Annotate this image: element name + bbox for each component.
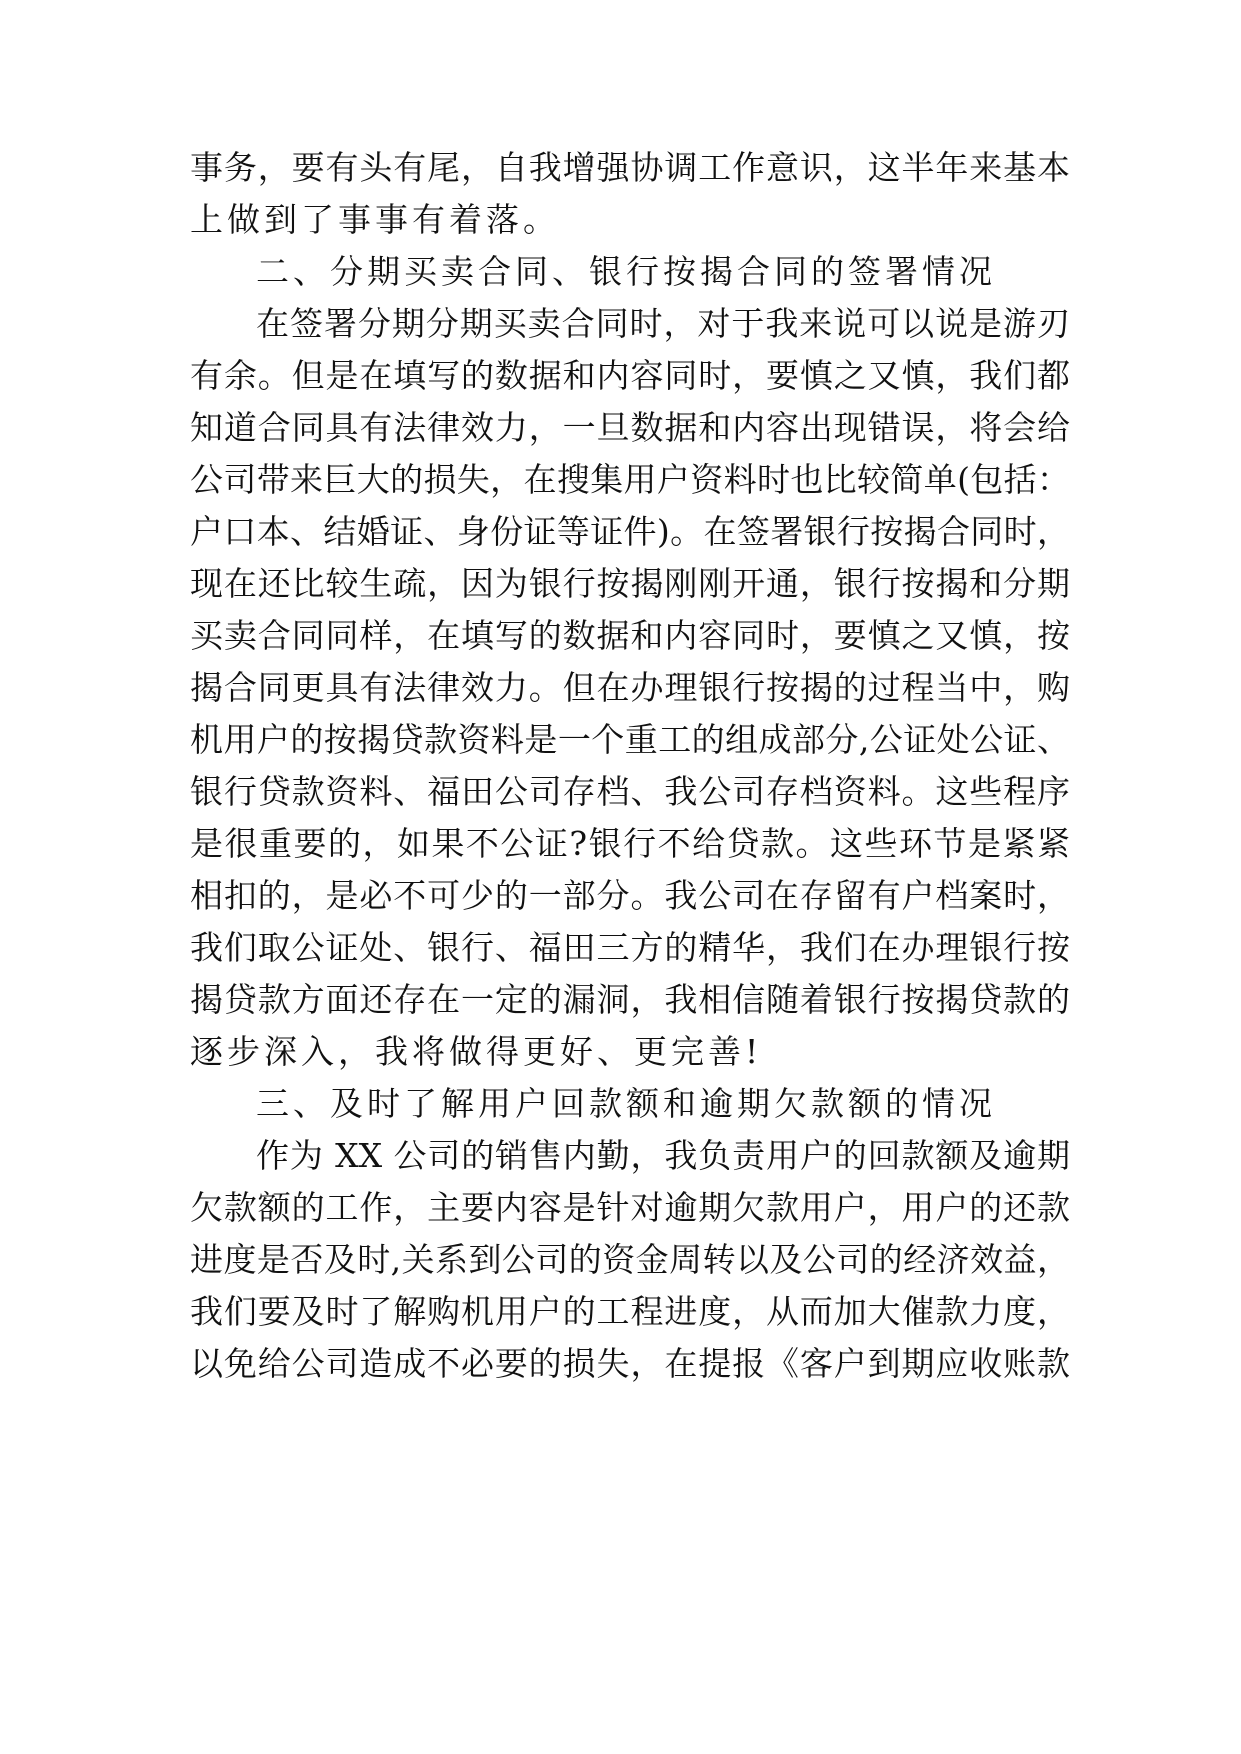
paragraph-line: 现在还比较生疏，因为银行按揭刚刚开通，银行按揭和分期 xyxy=(190,564,1070,603)
paragraph-line: 银行贷款资料、福田公司存档、我公司存档资料。这些程序 xyxy=(190,772,1070,811)
paragraph-line: 是很重要的，如果不公证?银行不给贷款。这些环节是紧紧 xyxy=(190,824,1070,863)
paragraph-line: 事务，要有头有尾，自我增强协调工作意识，这半年来基本 xyxy=(190,148,1070,187)
paragraph-line: 我们要及时了解购机用户的工程进度，从而加大催款力度， xyxy=(190,1292,1070,1331)
paragraph-line: 相扣的，是必不可少的一部分。我公司在存留有户档案时， xyxy=(190,876,1070,915)
paragraph-line: 揭合同更具有法律效力。但在办理银行按揭的过程当中，购 xyxy=(190,668,1070,707)
paragraph-line: 知道合同具有法律效力，一旦数据和内容出现错误，将会给 xyxy=(190,408,1070,447)
section-heading: 三、及时了解用户回款额和逾期欠款额的情况 xyxy=(256,1084,996,1123)
paragraph-line: 在签署分期分期买卖合同时，对于我来说可以说是游刃 xyxy=(256,304,1070,343)
paragraph-line: 揭贷款方面还存在一定的漏洞，我相信随着银行按揭贷款的 xyxy=(190,980,1070,1019)
paragraph-line: 公司带来巨大的损失，在搜集用户资料时也比较简单(包括： xyxy=(190,460,1070,499)
paragraph-line: 我们取公证处、银行、福田三方的精华，我们在办理银行按 xyxy=(190,928,1070,967)
paragraph-line: 逐步深入，我将做得更好、更完善! xyxy=(190,1032,763,1071)
paragraph-line: 以免给公司造成不必要的损失，在提报《客户到期应收账款 xyxy=(190,1344,1070,1383)
paragraph-line: 买卖合同同样，在填写的数据和内容同时，要慎之又慎，按 xyxy=(190,616,1070,655)
paragraph-line: 欠款额的工作，主要内容是针对逾期欠款用户，用户的还款 xyxy=(190,1188,1070,1227)
paragraph-line: 机用户的按揭贷款资料是一个重工的组成部分,公证处公证、 xyxy=(190,720,1070,759)
paragraph-line: 户口本、结婚证、身份证等证件)。在签署银行按揭合同时， xyxy=(190,512,1070,551)
paragraph-line: 作为 XX 公司的销售内勤，我负责用户的回款额及逾期 xyxy=(256,1136,1070,1175)
paragraph-line: 上做到了事事有着落。 xyxy=(190,200,560,239)
section-heading: 二、分期买卖合同、银行按揭合同的签署情况 xyxy=(256,252,996,291)
paragraph-line: 有余。但是在填写的数据和内容同时，要慎之又慎，我们都 xyxy=(190,356,1070,395)
paragraph-line: 进度是否及时,关系到公司的资金周转以及公司的经济效益， xyxy=(190,1240,1070,1279)
